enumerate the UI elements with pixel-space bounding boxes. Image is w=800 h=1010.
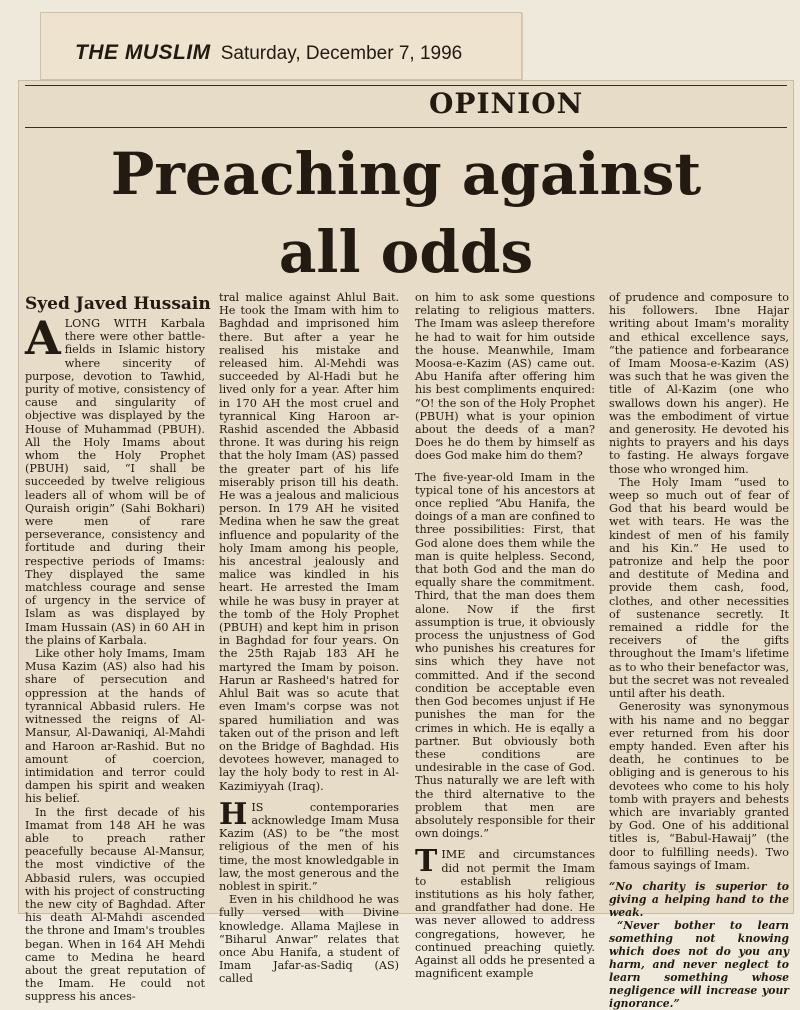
byline: Syed Javed Hussain <box>25 294 211 314</box>
column-2-paragraph-1: tral malice against Ahlul Bait. He took the Imam with him to Baghdad and imprisoned him there. But after a year he realised his mistake and released him. Al-Mehdi was succeeded by Al-Hadi but he lived only for a year. After him in 170 AH the most cruel and tyrannical King Haroon ar-Rashid ascended the Abbasid throne. It was during his reign that the holy Imam (AS) passed the greater part of his life miserably prison till his death. He was a jealous and malicious person. In 179 AH he visited Medina when he saw the great influence and popularity of the holy Imam among his people, his ancestral jealously and malice was kindled in his heart. He arrested the Imam while he was busy in prayer at the tomb of the Holy Prophet (PBUH) and kept him in prison in Baghdad for four years. On the 25th Rajab 183 AH he martyred the Imam by poison. Harun ar Rasheed's hatred for Ahlul Bait was so acute that even Imam's corpse was not spared humiliation and was taken out of the prison and left on the Bridge of Baghdad. His devotees however, managed to lay the holy body to rest in Al-Kazimiyyah (Iraq). <box>219 291 399 793</box>
column-4-paragraph-2: The Holy Imam “used to weep so much out of fear of God that his beard would be wet with tears. He was the kindest of men of his family and his Kin.” He used to patronize and help the poor and destitute of Medina and provide them cash, food, clothes, and other necessities of sustenance secretly. It remained a riddle for the receivers of the gifts throughout the Imam's lifetime as to who their benefactor was, but the secret was not revealed until after his death. <box>609 475 789 701</box>
spacer <box>415 463 595 471</box>
column-3-paragraph-1: on him to ask some questions relating to religious matters. The Imam was asleep therefore he had to wait for him outside the house. Meanwhile, Imam Moosa-e-Kazim (AS) came out. Abu Hanifa after offering him his best compliments enquired: “O! the son of the Holy Prophet (PBUH) what is your opinion about the deeds of a man? Does he do them by himself as does God make him do them? <box>415 291 595 463</box>
paragraph-text: IME and circumstances did not permit the Imam to establish religious institutions as his holy father, and grandfather had done. He was never allowed to address congregations, however, he continued preaching quietly. Against all odds he presented a magnificent example <box>415 848 595 981</box>
drop-cap: A <box>25 311 61 365</box>
column-1-paragraph-1 <box>25 311 205 647</box>
drop-cap: T <box>415 844 438 880</box>
top-rule <box>25 85 787 86</box>
headline-line-2: all odds <box>278 218 534 286</box>
spacer <box>609 872 789 880</box>
column-1 <box>25 311 205 1004</box>
section-rule <box>25 127 787 128</box>
publication-date: Saturday, December 7, 1996 <box>220 43 463 64</box>
article-clipping <box>18 80 794 1010</box>
column-2-paragraph-3: Even in his childhood he was fully versed with Divine knowledge. Allama Majlese in “Biharul Anwar” relates that once Abu Hanifa, a student of Imam Jafar-as-Sadiq (AS) called <box>219 893 399 986</box>
column-2-paragraph-2 <box>219 796 399 893</box>
drop-cap: H <box>219 796 248 832</box>
paragraph-text: IS contemporaries acknowledge Imam Musa Kazim (AS) to be “the most religious of the men of his time, the most knowledgable in law, the most generous and the noblest in spirit.” <box>219 800 399 893</box>
column-1-paragraph-2: Like other holy Imams, Imam Musa Kazim (AS) also had his share of persecution and oppression at the hands of tyrannical Abbasid rulers. He witnessed the reigns of Al-Mansur, Al-Dawaniqi, Al-Mahdi and Haroon ar-Rashid. But no amount of coercion, intimidation and terror could dampen his spirit and weaken his belief. <box>25 647 205 806</box>
column-2 <box>219 291 399 986</box>
column-3-paragraph-2: The five-year-old Imam in the typical tone of his ancestors at once replied “Abu Hanifa, the doings of a man are confined to three possibilities: First, that God alone does them while the man is quite helpless. Second, that both God and the man do equally share the commitment. Third, that the man does them alone. Now if the first assumption is true, it obviously process the unjustness of God who punishes his creatures for sins which they have not committed. And if the second condition be acceptable even then God becomes unjust if He punishes the man for the crimes in which. He is eqally a partner. But obviously both these conditions are undesirable in the case of God. Thus naturally we are left with the third alternative to the problem that men are absolutely responsible for their own doings.” <box>415 470 595 841</box>
headline-line-1: Preaching against <box>110 140 702 208</box>
saying-1: “No charity is superior to giving a helping hand to the weak. <box>609 879 789 919</box>
saying-2: “Never bother to learn something not knowing which does not do you any harm, and never neglect to learn something whose negligence will increase your ignorance.” <box>609 918 789 1010</box>
masthead-line <box>75 41 462 65</box>
column-3-paragraph-3 <box>415 844 595 981</box>
paper-name: THE MUSLIM <box>75 41 211 64</box>
section-label: OPINION <box>429 87 584 120</box>
column-3 <box>415 291 595 980</box>
column-4-paragraph-1: of prudence and composure to his followers. Ibne Hajar writing about Imam's morality and ethical excellence says, “the patience and forbearance of Imam Moosa-e-Kazim (AS) was such that he was given the title of Al-Kazim (one who swallows down his anger). He was the embodiment of virtue and generosity. He devoted his nights to prayers and his days to fasting. He always forgave those who wronged him. <box>609 291 789 476</box>
paragraph-text: LONG WITH Karbala there were other battle-fields in Islamic history where sincerity of purpose, devotion to Tawhid, purity of motive, consistency of cause and singularity of objective was displayed by the House of Muhammad (PBUH). All the Holy Imams about whom the Holy Prophet (PBUH) said, “I shall be succeeded by twelve religious leaders all of whom will be of Quraish origin” (Sahi Bokhari) were men of rare perseverance, consistency and fortitude and during their respective periods of Imams: They displayed the same matchless courage and sense of urgency in the service of Islam as was displayed by Imam Hussain (AS) in 60 AH in the plains of Karbala. <box>25 317 205 647</box>
masthead <box>40 12 522 80</box>
column-4 <box>609 291 789 1010</box>
column-1-paragraph-3: In the first decade of his Imamat from 148 AH he was able to preach rather peacefully because Al-Mansur, the most vindictive of the Abbasid rulers, was occupied with his project of constructing the new city of Baghdad. After his death Al-Mahdi ascended the throne and Imam's troubles began. When in 164 AH Mehdi came to Medina he heard about the great reputation of the Imam. He could not suppress his ances- <box>25 805 205 1004</box>
column-4-paragraph-3: Generosity was synonymous with his name and no beggar ever returned from his door empty handed. Even after his death, he continues to be obliging and is generous to his devotees who come to his holy tomb with prayers and behests which are invariably granted by God. One of his additional titles is, “Babul-Hawaij” (the door to fulfilling needs). Two famous sayings of Imam. <box>609 700 789 872</box>
